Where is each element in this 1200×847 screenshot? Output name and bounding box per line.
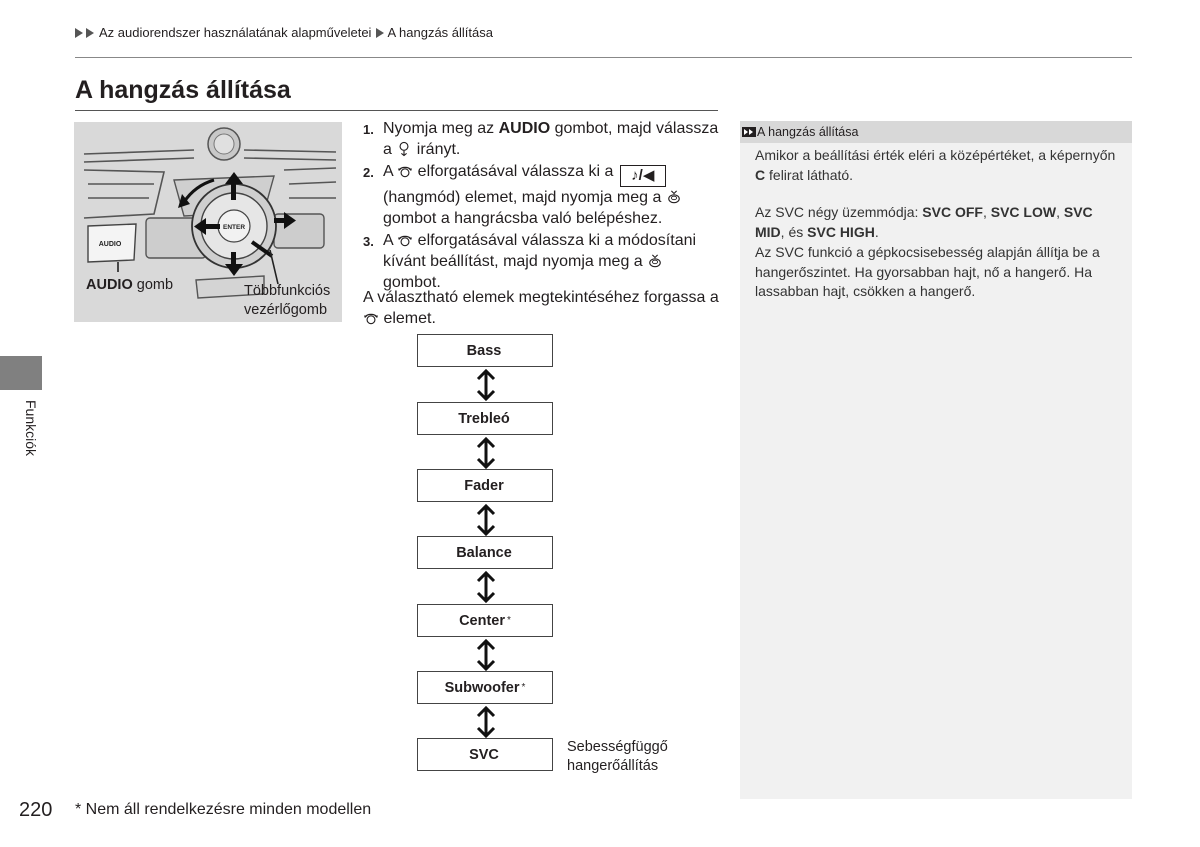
footnote: * Nem áll rendelkezésre minden modellen: [75, 801, 372, 818]
move-down-icon: [396, 142, 412, 156]
controller-caption: [244, 282, 330, 320]
sb-text-part: .: [874, 223, 879, 240]
header-rule: [75, 57, 1132, 58]
dashboard-illustration: [74, 122, 342, 322]
section-tab[interactable]: [0, 356, 42, 390]
section-tab-label: [8, 398, 39, 468]
svc-note: [567, 738, 668, 776]
flow-item-label: Subwoofer: [444, 679, 520, 696]
step-text-part: elforgatásával válassza ki a: [413, 163, 618, 180]
flow-item-label: Bass: [466, 342, 502, 359]
sb-text-bold: SVC LOW: [990, 204, 1057, 220]
page-number: 220: [19, 799, 53, 821]
step-text-part: elforgatásával válassza ki a módosítani kívánt beállítást, majd nyomja meg a: [383, 231, 697, 270]
press-knob-icon: [647, 254, 663, 268]
double-arrow-icon: [475, 368, 497, 402]
step-text-bold: AUDIO: [498, 120, 551, 137]
breadcrumb-item[interactable]: Az audiorendszer használatának alapműveletei: [99, 25, 372, 40]
sb-text-part: Amikor a beállítási érték eléri a középértéket, a képernyőn: [755, 147, 1116, 163]
flow-item-center: [417, 604, 553, 637]
page-title: A hangzás állítása: [75, 76, 291, 104]
step-number: 1.: [363, 122, 374, 137]
breadcrumb-item[interactable]: A hangzás állítása: [387, 25, 493, 40]
press-knob-icon: [666, 190, 682, 204]
intro-text: A választható elemek megtekintéséhez forgassa a: [363, 289, 719, 306]
rotate-knob-icon: [397, 233, 413, 247]
rotate-knob-icon: [397, 164, 413, 178]
flow-item-star: *: [521, 682, 526, 693]
step-1: [363, 118, 723, 160]
step-text-part: A: [383, 163, 398, 180]
step-text-part: (hangmód) elemet, majd nyomja meg a: [383, 188, 666, 206]
sidebar-heading: [740, 121, 1132, 143]
flow-intro: [363, 287, 723, 329]
step-text: [383, 230, 723, 293]
flow-item-label: Trebleó: [458, 410, 510, 427]
sb-text-part: ,: [1056, 204, 1064, 220]
audio-caption-bold: AUDIO: [86, 277, 133, 293]
sound-mode-icon: ♪/◀: [620, 165, 666, 187]
triangle-right-icon: [376, 28, 384, 38]
double-arrow-icon: [475, 570, 497, 604]
double-arrow-icon: [475, 705, 497, 739]
breadcrumb: [75, 25, 493, 40]
flow-item-label: Center: [459, 612, 506, 629]
sb-text-part: , és: [780, 223, 808, 240]
sb-text-bold: SVC MID: [755, 204, 1093, 240]
step-2: [363, 161, 723, 229]
section-tab-text: Funkciók: [23, 400, 39, 457]
sidebar-paragraph-3: Az SVC funkció a gépkocsisebesség alapján állítja be a hangerőszintet. Ha gyorsabban hajt, nő a hangerő. Ha lassabban hajt, csökken a hangerő.: [755, 244, 1100, 299]
step-number: 2.: [363, 165, 374, 180]
step-text-part: gombot, majd válassza a: [383, 120, 719, 158]
audio-caption-rest: gomb: [132, 277, 174, 293]
intro-text: elemet.: [379, 310, 436, 327]
flow-item-label: Fader: [464, 477, 504, 494]
audio-button-caption: [86, 276, 173, 295]
controller-caption-line2: vezérlőgomb: [244, 302, 328, 318]
step-text-part: Nyomja meg az: [383, 120, 499, 137]
flow-item-star: *: [507, 615, 511, 626]
audio-button-text: AUDIO: [98, 241, 122, 248]
step-number: 3.: [363, 233, 374, 249]
double-arrow-icon: [475, 503, 497, 537]
sb-text-bold: C: [755, 166, 766, 183]
rotate-knob-icon: [363, 311, 379, 325]
svc-note-line: hangerőállítás: [567, 758, 659, 774]
double-arrow-icon: [475, 638, 497, 672]
flow-item-subwoofer: [417, 671, 553, 704]
enter-text: ENTER: [222, 224, 246, 231]
instruction-steps: [363, 118, 723, 294]
triangle-right-icon: [75, 28, 83, 38]
step-text-part: gombot.: [383, 273, 441, 291]
step-text: [383, 118, 723, 160]
flow-item-label: Balance: [456, 544, 512, 561]
flow-item-fader: [417, 469, 553, 502]
controller-caption-line1: Többfunkciós: [244, 283, 331, 299]
flow-item-treble: [417, 402, 553, 435]
triangle-right-icon: [86, 28, 94, 38]
sidebar-paragraph-1: [755, 146, 1123, 185]
double-arrow-icon: [475, 436, 497, 470]
sb-text-part: Az SVC négy üzemmódja:: [755, 204, 923, 220]
step-text-part: gombot a hangrácsba való belépéshez.: [383, 209, 663, 227]
flow-item-svc: [417, 738, 553, 771]
step-3: [363, 230, 723, 293]
sidebar-heading-text: A hangzás állítása: [757, 125, 859, 139]
sidebar-paragraph-2: [755, 203, 1123, 242]
step-text-part: irányt.: [412, 141, 461, 158]
svc-note-line: Sebességfüggő: [567, 739, 668, 755]
flow-item-label: SVC: [469, 746, 499, 763]
double-triangle-icon: [742, 127, 756, 137]
sb-text-bold: SVC OFF: [922, 204, 983, 220]
title-rule: [75, 110, 718, 111]
sb-text-part: felirat látható.: [765, 166, 854, 183]
sb-text-part: ,: [982, 204, 991, 220]
step-text-part: A: [383, 231, 398, 249]
flow-item-bass: [417, 334, 553, 367]
sb-text-bold: SVC HIGH: [807, 223, 875, 240]
flow-item-balance: [417, 536, 553, 569]
step-text: [383, 161, 723, 229]
